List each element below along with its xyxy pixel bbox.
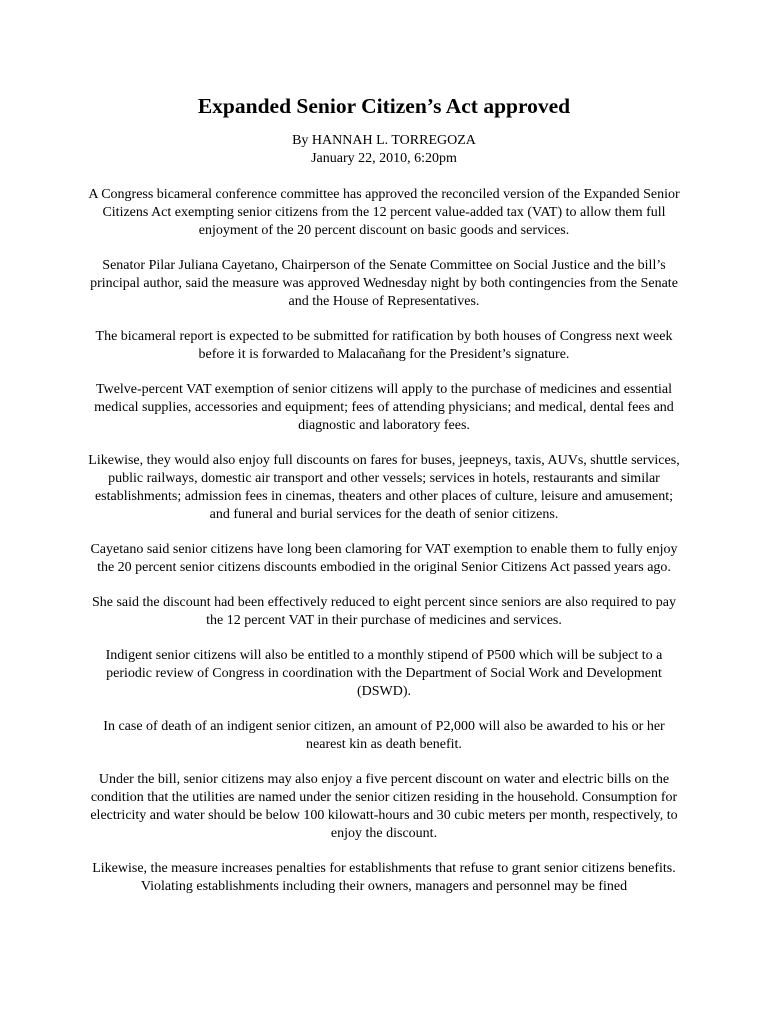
paragraph-9: In case of death of an indigent senior citizen, an amount of P2,000 will also be awarded to his or her nearest kin as death benefit. (103, 719, 665, 752)
paragraph-8: Indigent senior citizens will also be entitled to a monthly stipend of P500 which will be subject to a periodic review of Congress in coordination with the Department of Social Work and Development (DSWD). (105, 648, 663, 699)
article-meta (88, 132, 680, 168)
article-title: Expanded Senior Citizen’s Act approved (197, 94, 571, 118)
paragraph-5: Likewise, they would also enjoy full discounts on fares for buses, jeepneys, taxis, AUVs, shuttle services, public railways, domestic air transport and other vessels; services in hotels, restaurants and similar establishments; admission fees in cinemas, theaters and other places of culture, leisure and amusement; and funeral and burial services for the death of senior citizens. (88, 453, 680, 522)
paragraph-4: Twelve-percent VAT exemption of senior citizens will apply to the purchase of medicines and essential medical supplies, accessories and equipment; fees of attending physicians; and medical, dental fees and diagnostic and laboratory fees. (94, 382, 674, 433)
paragraph-6: Cayetano said senior citizens have long been clamoring for VAT exemption to enable them to fully enjoy the 20 percent senior citizens discounts embodied in the original Senior Citizens Act passed years ago. (90, 542, 678, 575)
paragraph-7: She said the discount had been effectively reduced to eight percent since seniors are also required to pay the 12 percent VAT in their purchase of medicines and services. (91, 595, 677, 628)
paragraph-11: Likewise, the measure increases penalties for establishments that refuse to grant senior citizens benefits. Violating establishments including their owners, managers and personnel may be fined (92, 861, 676, 894)
paragraph-1: A Congress bicameral conference committee has approved the reconciled version of the Expanded Senior Citizens Act exempting senior citizens from the 12 percent value-added tax (VAT) to allow them full enjoyment of the 20 percent discount on basic goods and services. (88, 187, 680, 238)
article-body (88, 186, 680, 896)
paragraph-3: The bicameral report is expected to be submitted for ratification by both houses of Congress next week before it is forwarded to Malacañang for the President’s signature. (95, 329, 673, 362)
paragraph-10: Under the bill, senior citizens may also enjoy a five percent discount on water and electric bills on the condition that the utilities are named under the senior citizen residing in the household. Consumption for electricity and water should be below 100 kilowatt-hours and 30 cubic meters per month, respectively, to enjoy the discount. (90, 772, 678, 841)
article-byline: By HANNAH L. TORREGOZA (292, 133, 476, 148)
paragraph-2: Senator Pilar Juliana Cayetano, Chairperson of the Senate Committee on Social Justice and the bill’s principal author, said the measure was approved Wednesday night by both contingencies from the Senate and the House of Representatives. (90, 258, 678, 309)
document-page (88, 92, 680, 913)
article-dateline: January 22, 2010, 6:20pm (311, 151, 457, 166)
